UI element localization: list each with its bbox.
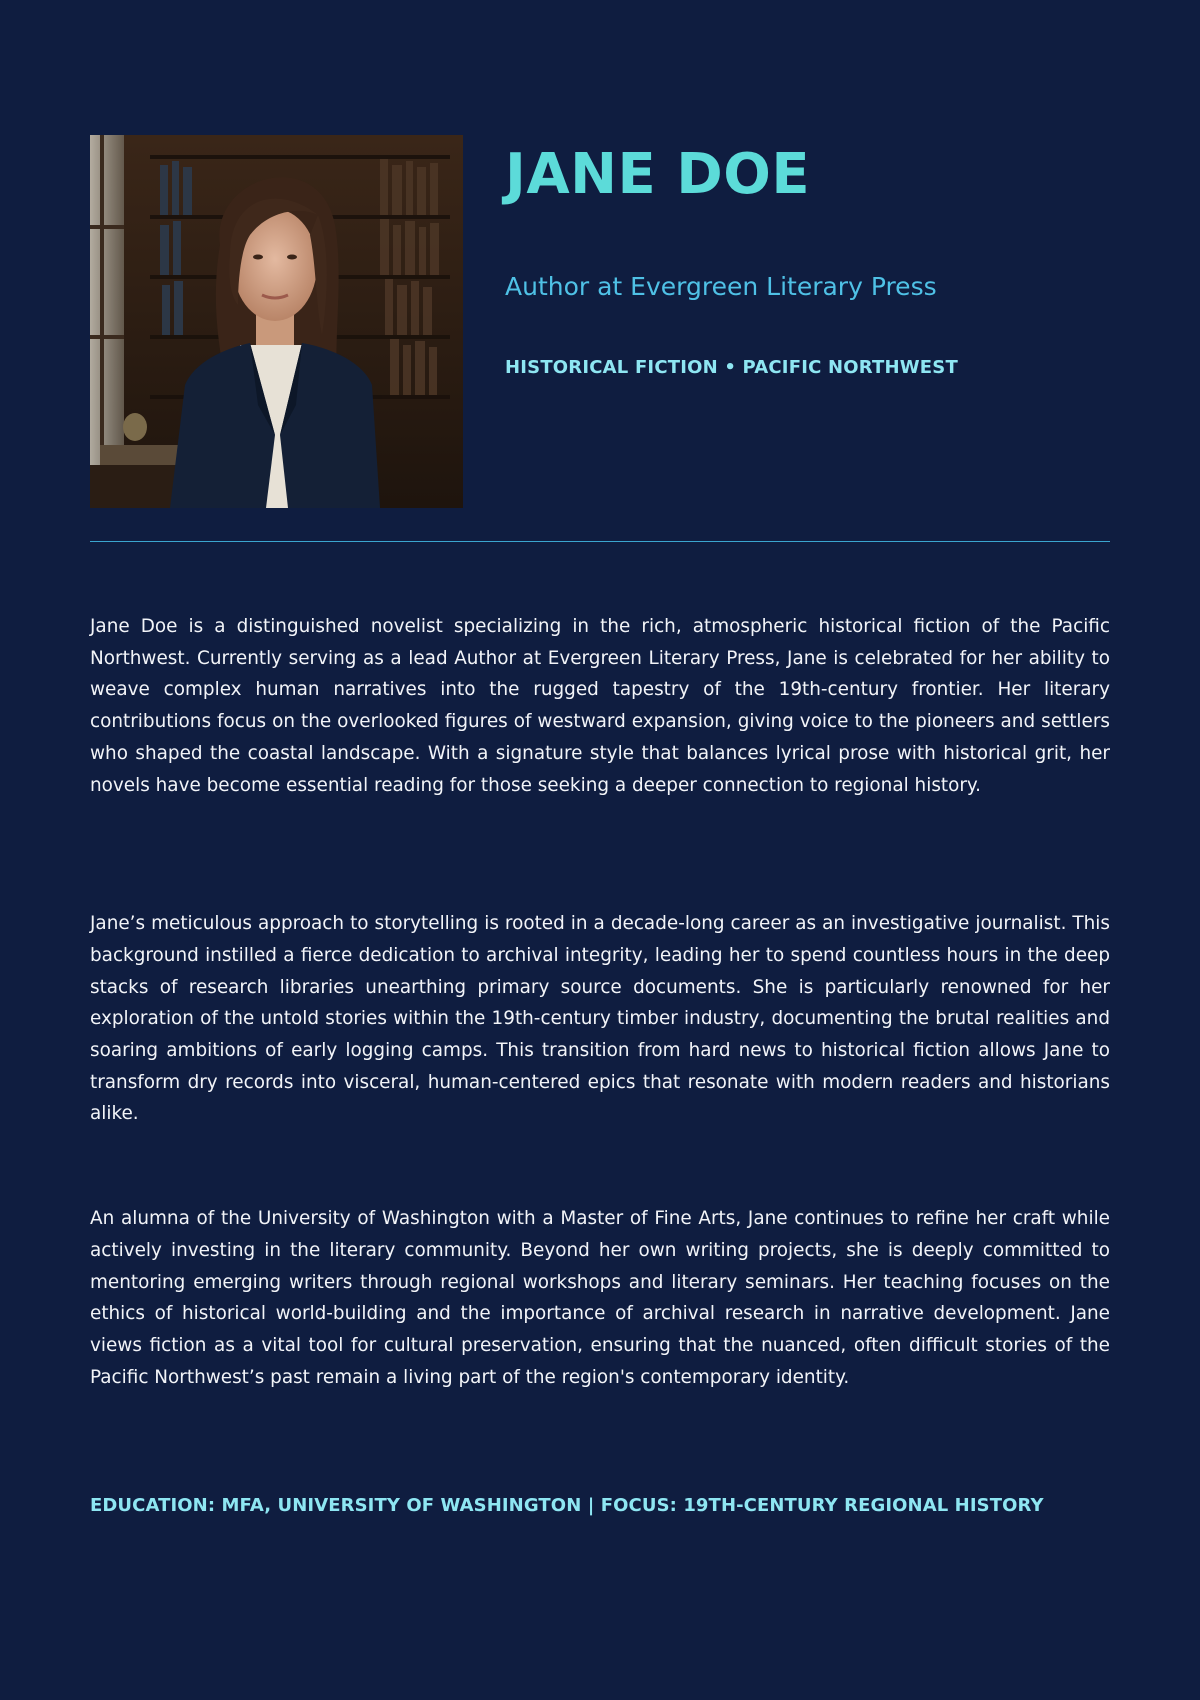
education-focus-summary: EDUCATION: MFA, UNIVERSITY OF WASHINGTON | FOCUS: 19TH-CENTURY REGIONAL HISTORY bbox=[90, 1495, 1044, 1517]
bio-paragraph-2: Jane’s meticulous approach to storytelling is rooted in a decade-long career as an investigative journalist. This background instilled a fierce dedication to archival integrity, leading her to spend countless hours in the deep stacks of research libraries unearthing primary source documents. She is particularly renowned for her exploration of the untold stories within the 19th-century timber industry, documenting the brutal realities and soaring ambitions of early logging camps. This transition from hard news to historical fiction allows Jane to transform dry records into visceral, human-centered epics that resonate with modern readers and historians alike. bbox=[90, 913, 1110, 1125]
bio-paragraph-3: An alumna of the University of Washington with a Master of Fine Arts, Jane continues to refine her craft while actively investing in the literary community. Beyond her own writing projects, she is deeply committed to mentoring emerging writers through regional workshops and literary seminars. Her teaching focuses on the ethics of historical world-building and the importance of archival research in narrative development. Jane views fiction as a vital tool for cultural preservation, ensuring that the nuanced, often difficult stories of the Pacific Northwest’s past remain a living part of the region's contemporary identity. bbox=[90, 1208, 1110, 1388]
header-divider bbox=[90, 541, 1110, 542]
profile-name: JANE DOE bbox=[505, 142, 811, 207]
portrait-photo bbox=[90, 135, 463, 508]
profile-page bbox=[90, 135, 1110, 1516]
profile-header bbox=[90, 135, 1110, 508]
profile-tags: HISTORICAL FICTION • PACIFIC NORTHWEST bbox=[505, 356, 958, 378]
header-text bbox=[505, 135, 958, 378]
profile-role: Author at Evergreen Literary Press bbox=[505, 272, 937, 301]
bio-paragraph-1: Jane Doe is a distinguished novelist specializing in the rich, atmospheric historical fiction of the Pacific Northwest. Currently serving as a lead Author at Evergreen Literary Press, Jane is celebrated for her ability to weave complex human narratives into the rugged tapestry of the 19th-century frontier. Her literary contributions focus on the overlooked figures of westward expansion, giving voice to the pioneers and settlers who shaped the coastal landscape. With a signature style that balances lyrical prose with historical grit, her novels have become essential reading for those seeking a deeper connection to regional history. bbox=[90, 616, 1110, 796]
portrait-illustration bbox=[90, 135, 463, 508]
